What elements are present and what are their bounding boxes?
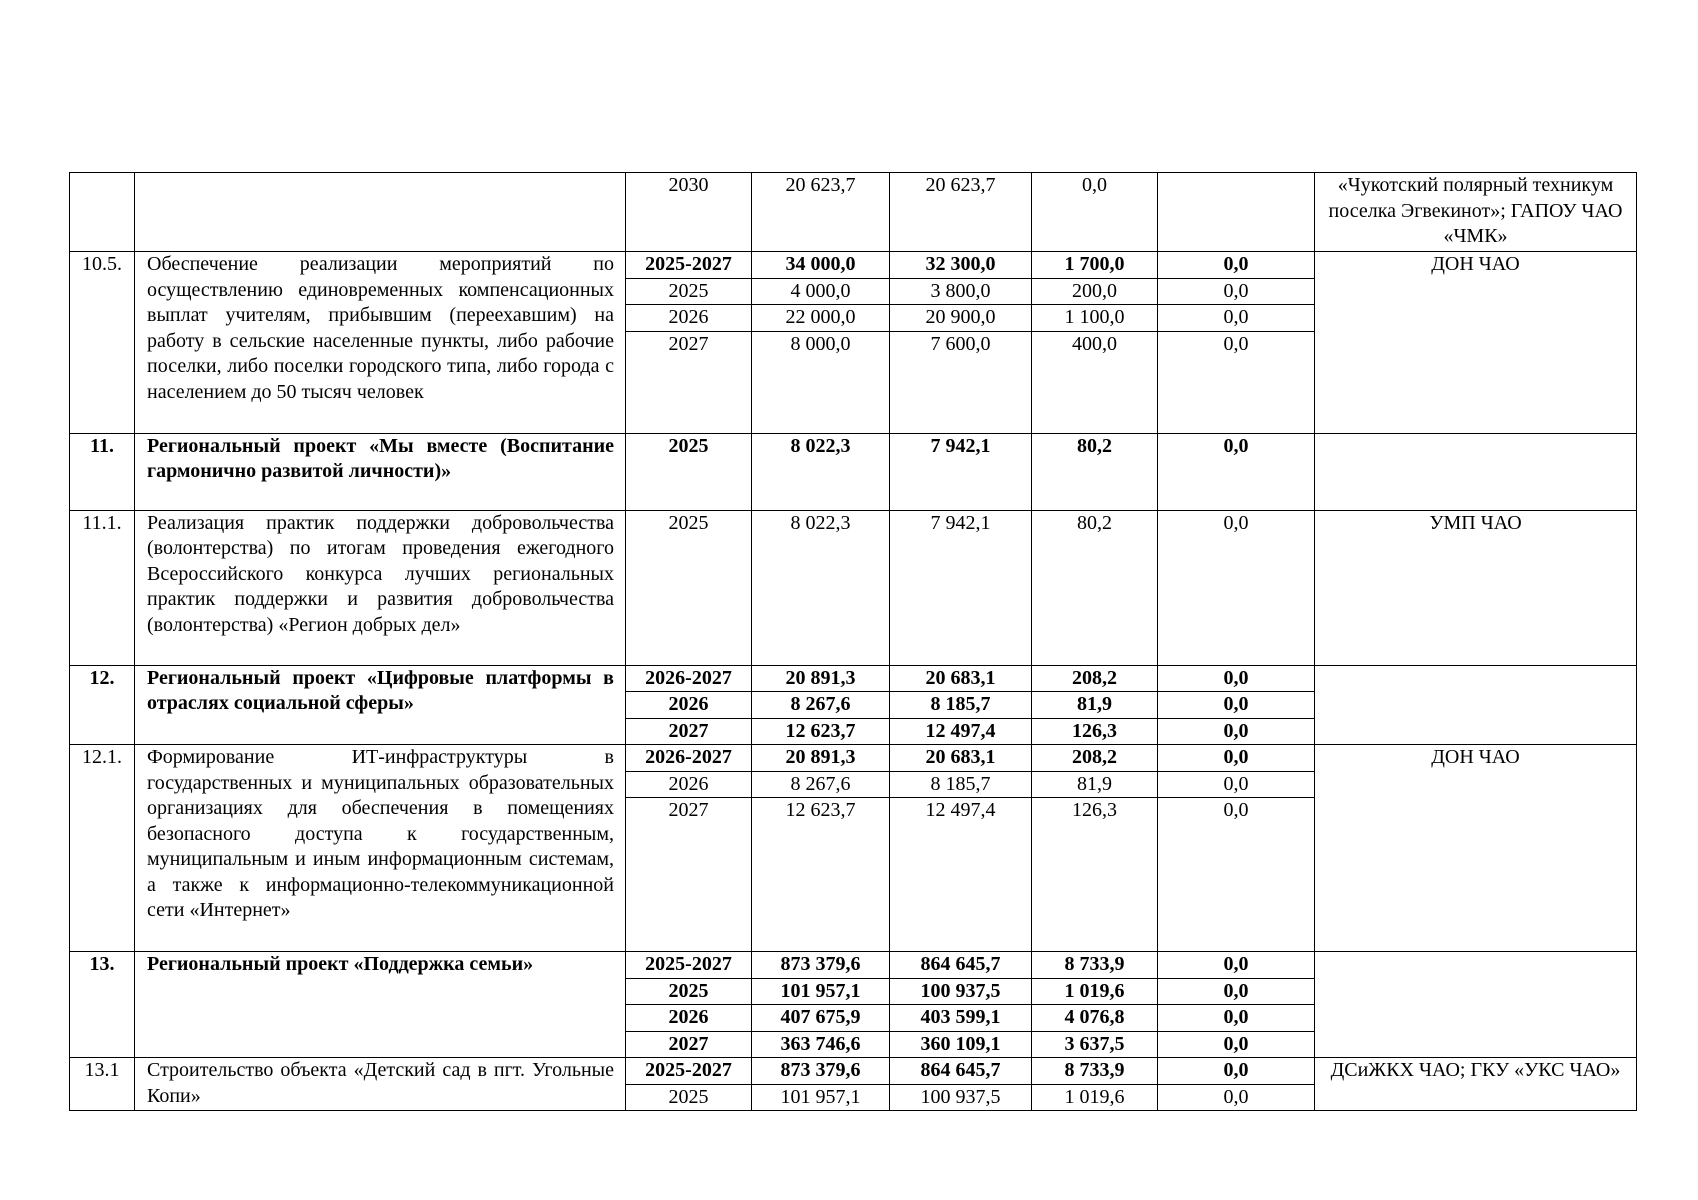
amount-cell: 0,0 — [1158, 510, 1315, 665]
year-cell: 2030 — [626, 173, 752, 252]
table-row — [70, 252, 1637, 279]
total-cell: 101 957,1 — [752, 978, 890, 1005]
amount-cell: 0,0 — [1158, 1005, 1315, 1032]
budget-table — [69, 172, 1637, 1111]
amount-cell: 7 942,1 — [890, 433, 1032, 510]
amount-cell: 80,2 — [1032, 433, 1158, 510]
amount-cell: 8 185,7 — [890, 771, 1032, 798]
amount-cell: 0,0 — [1158, 952, 1315, 979]
year-cell: 2025-2027 — [626, 252, 752, 279]
amount-cell: 0,0 — [1158, 278, 1315, 305]
amount-cell: 0,0 — [1158, 978, 1315, 1005]
total-cell: 8 267,6 — [752, 771, 890, 798]
year-cell: 2025 — [626, 433, 752, 510]
amount-cell: 126,3 — [1032, 718, 1158, 745]
item-name: Региональный проект «Цифровые платформы в отраслях социальной сферы» — [135, 665, 626, 745]
amount-cell: 864 645,7 — [890, 952, 1032, 979]
total-cell: 4 000,0 — [752, 278, 890, 305]
year-cell: 2025 — [626, 510, 752, 665]
amount-cell: 0,0 — [1158, 1084, 1315, 1111]
item-name: Региональный проект «Поддержка семьи» — [135, 952, 626, 1058]
responsible-org: УМП ЧАО — [1315, 510, 1637, 665]
amount-cell: 80,2 — [1032, 510, 1158, 665]
year-cell: 2025 — [626, 1084, 752, 1111]
total-cell: 20 891,3 — [752, 745, 890, 772]
total-cell: 8 022,3 — [752, 433, 890, 510]
table-row — [70, 510, 1637, 665]
amount-cell: 20 623,7 — [890, 173, 1032, 252]
total-cell: 363 746,6 — [752, 1031, 890, 1058]
amount-cell: 0,0 — [1158, 745, 1315, 772]
amount-cell: 360 109,1 — [890, 1031, 1032, 1058]
year-cell: 2026 — [626, 692, 752, 719]
amount-cell: 7 600,0 — [890, 331, 1032, 433]
total-cell: 22 000,0 — [752, 305, 890, 332]
total-cell: 34 000,0 — [752, 252, 890, 279]
table-row — [70, 1058, 1637, 1085]
year-cell: 2025-2027 — [626, 1058, 752, 1085]
item-name — [135, 173, 626, 252]
amount-cell: 864 645,7 — [890, 1058, 1032, 1085]
item-number: 11.1. — [70, 510, 135, 665]
total-cell: 873 379,6 — [752, 1058, 890, 1085]
item-number — [70, 173, 135, 252]
amount-cell: 7 942,1 — [890, 510, 1032, 665]
responsible-org: ДСиЖКХ ЧАО; ГКУ «УКС ЧАО» — [1315, 1058, 1637, 1111]
total-cell: 8 267,6 — [752, 692, 890, 719]
table-row — [70, 173, 1637, 252]
year-cell: 2027 — [626, 718, 752, 745]
amount-cell: 1 700,0 — [1032, 252, 1158, 279]
total-cell: 20 623,7 — [752, 173, 890, 252]
total-cell: 873 379,6 — [752, 952, 890, 979]
item-number: 13.1 — [70, 1058, 135, 1111]
amount-cell — [1158, 173, 1315, 252]
amount-cell: 400,0 — [1032, 331, 1158, 433]
amount-cell: 8 733,9 — [1032, 952, 1158, 979]
amount-cell: 0,0 — [1158, 331, 1315, 433]
item-number: 12.1. — [70, 745, 135, 952]
amount-cell: 32 300,0 — [890, 252, 1032, 279]
item-name: Реализация практик поддержки добровольчества (волонтерства) по итогам проведения ежегодного Всероссийского конкурса лучших региональных практик поддержки и развития добровольчества (волонтерства) «Регион добрых дел» — [135, 510, 626, 665]
year-cell: 2026 — [626, 305, 752, 332]
item-name: Строительство объекта «Детский сад в пгт. Угольные Копи» — [135, 1058, 626, 1111]
amount-cell: 100 937,5 — [890, 1084, 1032, 1111]
amount-cell: 0,0 — [1158, 798, 1315, 952]
year-cell: 2026 — [626, 1005, 752, 1032]
amount-cell: 0,0 — [1158, 665, 1315, 692]
amount-cell: 0,0 — [1158, 433, 1315, 510]
responsible-org: ДОН ЧАО — [1315, 745, 1637, 952]
total-cell: 8 000,0 — [752, 331, 890, 433]
year-cell: 2026-2027 — [626, 665, 752, 692]
responsible-org — [1315, 433, 1637, 510]
total-cell: 12 623,7 — [752, 798, 890, 952]
year-cell: 2026-2027 — [626, 745, 752, 772]
total-cell: 407 675,9 — [752, 1005, 890, 1032]
amount-cell: 0,0 — [1158, 252, 1315, 279]
year-cell: 2025 — [626, 278, 752, 305]
amount-cell: 1 100,0 — [1032, 305, 1158, 332]
amount-cell: 403 599,1 — [890, 1005, 1032, 1032]
amount-cell: 3 637,5 — [1032, 1031, 1158, 1058]
amount-cell: 8 733,9 — [1032, 1058, 1158, 1085]
amount-cell: 0,0 — [1158, 1031, 1315, 1058]
total-cell: 8 022,3 — [752, 510, 890, 665]
responsible-org: «Чукотский полярный техникум поселка Эгвекинот»; ГАПОУ ЧАО «ЧМК» — [1315, 173, 1637, 252]
table-row — [70, 433, 1637, 510]
amount-cell: 0,0 — [1158, 305, 1315, 332]
amount-cell: 200,0 — [1032, 278, 1158, 305]
year-cell: 2027 — [626, 798, 752, 952]
total-cell: 12 623,7 — [752, 718, 890, 745]
amount-cell: 0,0 — [1032, 173, 1158, 252]
table-row — [70, 665, 1637, 692]
amount-cell: 12 497,4 — [890, 718, 1032, 745]
total-cell: 20 891,3 — [752, 665, 890, 692]
amount-cell: 0,0 — [1158, 692, 1315, 719]
amount-cell: 20 683,1 — [890, 745, 1032, 772]
amount-cell: 20 683,1 — [890, 665, 1032, 692]
year-cell: 2027 — [626, 1031, 752, 1058]
total-cell: 101 957,1 — [752, 1084, 890, 1111]
item-name: Региональный проект «Мы вместе (Воспитание гармонично развитой личности)» — [135, 433, 626, 510]
table-row — [70, 952, 1637, 979]
amount-cell: 0,0 — [1158, 771, 1315, 798]
amount-cell: 4 076,8 — [1032, 1005, 1158, 1032]
amount-cell: 1 019,6 — [1032, 978, 1158, 1005]
amount-cell: 100 937,5 — [890, 978, 1032, 1005]
responsible-org — [1315, 665, 1637, 745]
amount-cell: 0,0 — [1158, 718, 1315, 745]
year-cell: 2025-2027 — [626, 952, 752, 979]
item-number: 11. — [70, 433, 135, 510]
item-number: 12. — [70, 665, 135, 745]
amount-cell: 12 497,4 — [890, 798, 1032, 952]
amount-cell: 208,2 — [1032, 745, 1158, 772]
item-number: 10.5. — [70, 252, 135, 434]
responsible-org: ДОН ЧАО — [1315, 252, 1637, 434]
amount-cell: 81,9 — [1032, 692, 1158, 719]
item-name: Обеспечение реализации мероприятий по осуществлению единовременных компенсационных выплат учителям, прибывшим (переехавшим) на работу в сельские населенные пункты, либо рабочие поселки, либо поселки городского типа, либо города с населением до 50 тысяч человек — [135, 252, 626, 434]
amount-cell: 81,9 — [1032, 771, 1158, 798]
responsible-org — [1315, 952, 1637, 1058]
amount-cell: 0,0 — [1158, 1058, 1315, 1085]
year-cell: 2026 — [626, 771, 752, 798]
table-row — [70, 745, 1637, 772]
amount-cell: 208,2 — [1032, 665, 1158, 692]
item-name: Формирование ИТ-инфраструктуры в государственных и муниципальных образовательных организациях для обеспечения в помещениях безопасного доступа к государственным, муниципальным и иным информационным системам, а также к информационно-телекоммуникационной сети «Интернет» — [135, 745, 626, 952]
year-cell: 2027 — [626, 331, 752, 433]
item-number: 13. — [70, 952, 135, 1058]
amount-cell: 1 019,6 — [1032, 1084, 1158, 1111]
amount-cell: 8 185,7 — [890, 692, 1032, 719]
year-cell: 2025 — [626, 978, 752, 1005]
amount-cell: 20 900,0 — [890, 305, 1032, 332]
amount-cell: 3 800,0 — [890, 278, 1032, 305]
amount-cell: 126,3 — [1032, 798, 1158, 952]
